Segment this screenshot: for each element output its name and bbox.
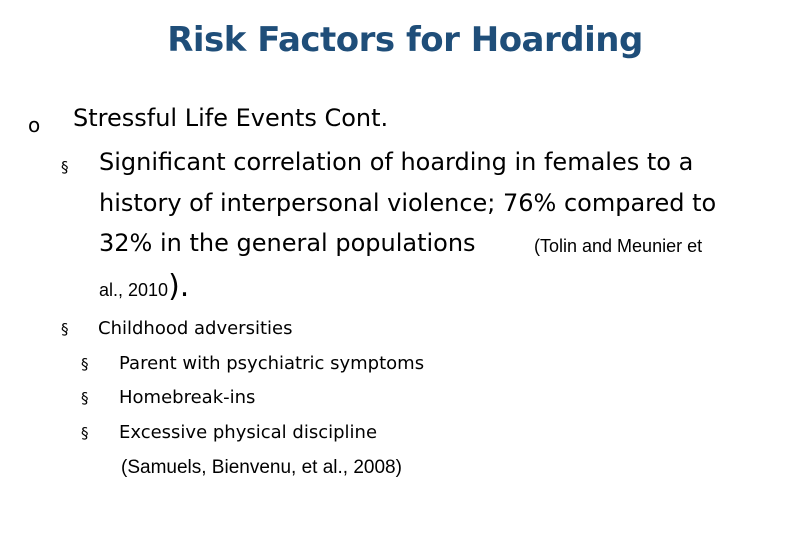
item1-citation-end: ). xyxy=(168,269,190,304)
sub-item: Parent with psychiatric symptoms xyxy=(119,353,425,374)
level1-bullet-marker: o xyxy=(28,113,41,137)
item1-citation-line xyxy=(99,269,190,304)
item1-line2: history of interpersonal violence; 76% compared to xyxy=(99,189,717,217)
bullet-square-icon: § xyxy=(81,389,89,407)
bullet-square-icon: § xyxy=(81,424,89,442)
level1-text: Stressful Life Events Cont. xyxy=(73,104,389,132)
slide-title: Risk Factors for Hoarding xyxy=(167,20,643,60)
item1-citation-part2: al., 2010 xyxy=(99,280,169,300)
bullet-square-icon: § xyxy=(61,320,69,338)
bullet-square-icon: § xyxy=(81,355,89,373)
item1-line1: Significant correlation of hoarding in females to a xyxy=(99,148,694,176)
item2-label: Childhood adversities xyxy=(98,318,293,339)
item2-citation: (Samuels, Bienvenu, et al., 2008) xyxy=(121,457,402,478)
bullet-square-icon: § xyxy=(61,158,69,176)
sub-item: Excessive physical discipline xyxy=(119,422,378,443)
sub-item: Homebreak-ins xyxy=(119,387,256,408)
item1-citation-part1: (Tolin and Meunier et xyxy=(534,236,703,256)
item1-line3: 32% in the general populations xyxy=(99,229,476,257)
